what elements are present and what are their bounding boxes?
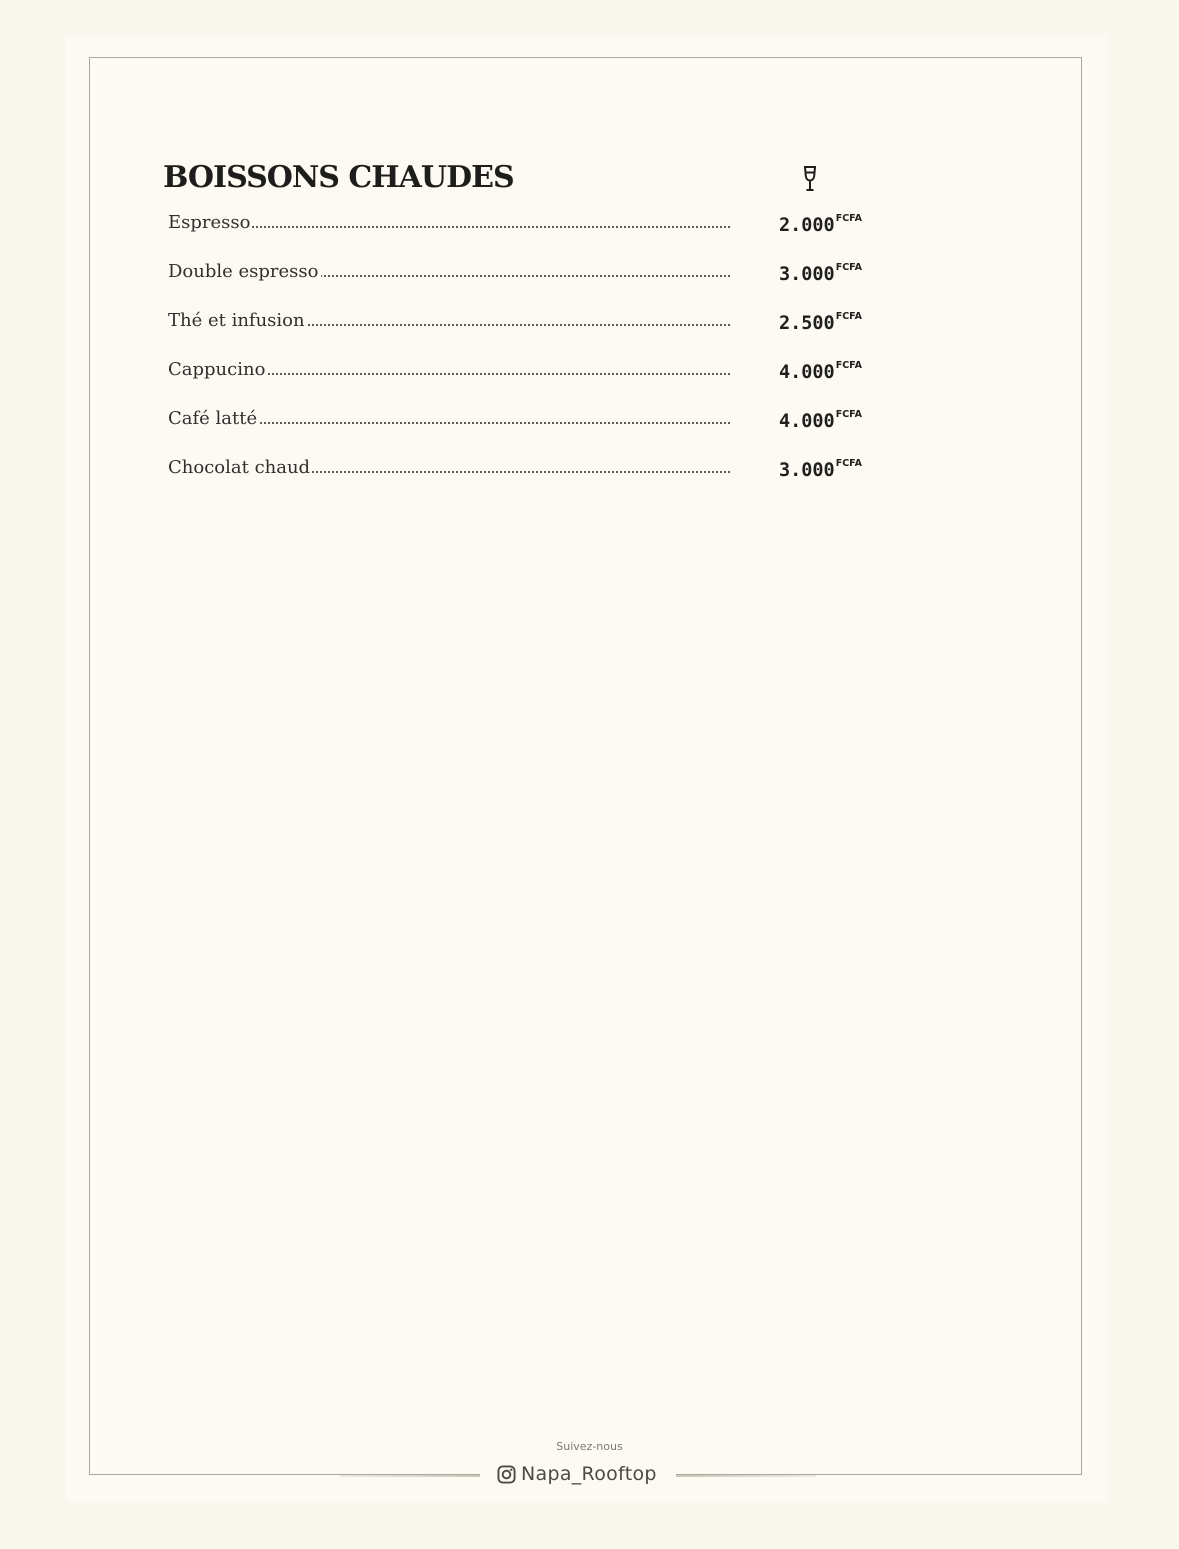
item-price: [779, 213, 862, 236]
item-price: [779, 458, 862, 481]
item-price-value: 3.000: [779, 460, 835, 481]
instagram-link[interactable]: [497, 1461, 657, 1487]
item-currency: FCFA: [835, 213, 862, 224]
item-price-value: 2.000: [779, 215, 835, 236]
menu-item: [168, 354, 868, 403]
item-price: [779, 262, 862, 285]
item-name: Cappucino: [168, 359, 266, 380]
menu-item: [168, 305, 868, 354]
item-price-value: 3.000: [779, 264, 835, 285]
instagram-handle: Napa_Rooftop: [521, 1463, 657, 1485]
item-currency: FCFA: [835, 262, 862, 273]
item-name: Chocolat chaud: [168, 457, 311, 478]
item-name: Double espresso: [168, 261, 319, 282]
section-title: BOISSONS CHAUDES: [163, 160, 514, 195]
item-currency: FCFA: [835, 409, 862, 420]
instagram-icon: [497, 1465, 516, 1484]
item-price: [779, 360, 862, 383]
menu-item: [168, 256, 868, 305]
menu-item: [168, 452, 868, 501]
item-price-value: 4.000: [779, 362, 835, 383]
footer-divider-left: [340, 1475, 480, 1477]
item-name: Espresso: [168, 212, 251, 233]
menu-item: [168, 207, 868, 256]
item-currency: FCFA: [835, 311, 862, 322]
menu-item: [168, 403, 868, 452]
footer-divider-right: [676, 1475, 816, 1477]
item-currency: FCFA: [835, 458, 862, 469]
item-price: [779, 409, 862, 432]
follow-label: Suivez-nous: [556, 1440, 623, 1453]
item-name: Café latté: [168, 408, 258, 429]
wine-glass-icon: [801, 165, 819, 193]
item-price: [779, 311, 862, 334]
item-price-value: 4.000: [779, 411, 835, 432]
item-price-value: 2.500: [779, 313, 835, 334]
item-currency: FCFA: [835, 360, 862, 371]
menu-list: [168, 207, 868, 501]
item-name: Thé et infusion: [168, 310, 305, 331]
